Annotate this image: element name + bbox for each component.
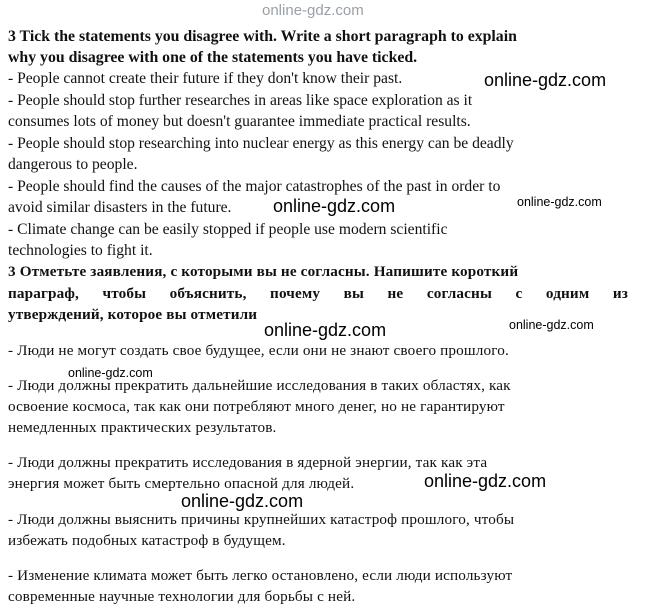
russian-statement-line: - Люди должны выяснить причины крупнейших катастроф прошлого, чтобы	[8, 511, 515, 528]
watermark: online-gdz.com	[273, 196, 396, 216]
english-statement-line: - People cannot create their future if they don't know their past.	[8, 70, 403, 87]
watermark: online-gdz.com	[509, 318, 594, 332]
russian-statement-line: освоение космоса, так как они потребляют много денег, но не гарантируют	[8, 398, 505, 415]
english-statement-line: - Climate change can be easily stopped if people use modern scientific	[8, 221, 448, 238]
english-statement-line: - People should stop researching into nuclear energy as this energy can be deadly	[8, 135, 514, 152]
russian-statement-line: энергия может быть смертельно опасной для людей.	[8, 475, 355, 492]
russian-statement-line: - Люди должны прекратить исследования в ядерной энергии, так как эта	[8, 454, 488, 471]
russian-statement-line: - Люди не могут создать свое будущее, если они не знают своего прошлого.	[8, 342, 509, 359]
russian-statement-line: - Люди должны прекратить дальнейшие исследования в таких областях, как	[8, 377, 511, 394]
russian-statement-line: избежать подобных катастроф в будущем.	[8, 532, 286, 549]
watermark: online-gdz.com	[484, 70, 607, 90]
watermark-top: online-gdz.com	[262, 2, 364, 19]
english-heading-line-1: 3 Tick the statements you disagree with. Write a short paragraph to explain	[8, 28, 517, 45]
english-statement-line: avoid similar disasters in the future.	[8, 199, 232, 216]
english-heading-line-2: why you disagree with one of the statements you have ticked.	[8, 49, 418, 66]
watermark: online-gdz.com	[264, 320, 387, 340]
english-statement-line: - People should stop further researches in areas like space exploration as it	[8, 92, 473, 109]
russian-heading-line-2: параграф, чтобы объяснить, почему вы не согласны с одним из	[8, 285, 628, 302]
watermark: online-gdz.com	[517, 195, 602, 209]
russian-statement-line: немедленных практических результатов.	[8, 419, 277, 436]
watermark: online-gdz.com	[68, 366, 153, 380]
russian-statement-line: - Изменение климата может быть легко остановлено, если люди используют	[8, 567, 513, 584]
russian-statement-line: современные научные технологии для борьбы с ней.	[8, 588, 356, 605]
english-statement-line: consumes lots of money but doesn't guarantee immediate practical results.	[8, 113, 471, 130]
english-statement-line: - People should find the causes of the major catastrophes of the past in order to	[8, 178, 501, 195]
russian-heading-line-1: 3 Отметьте заявления, с которыми вы не согласны. Напишите короткий	[8, 263, 519, 280]
watermark: online-gdz.com	[181, 491, 304, 511]
english-statement-line: technologies to fight it.	[8, 242, 153, 259]
english-statement-line: dangerous to people.	[8, 156, 138, 173]
watermark: online-gdz.com	[424, 471, 547, 491]
russian-heading-line-3: утверждений, которое вы отметили	[8, 306, 258, 323]
